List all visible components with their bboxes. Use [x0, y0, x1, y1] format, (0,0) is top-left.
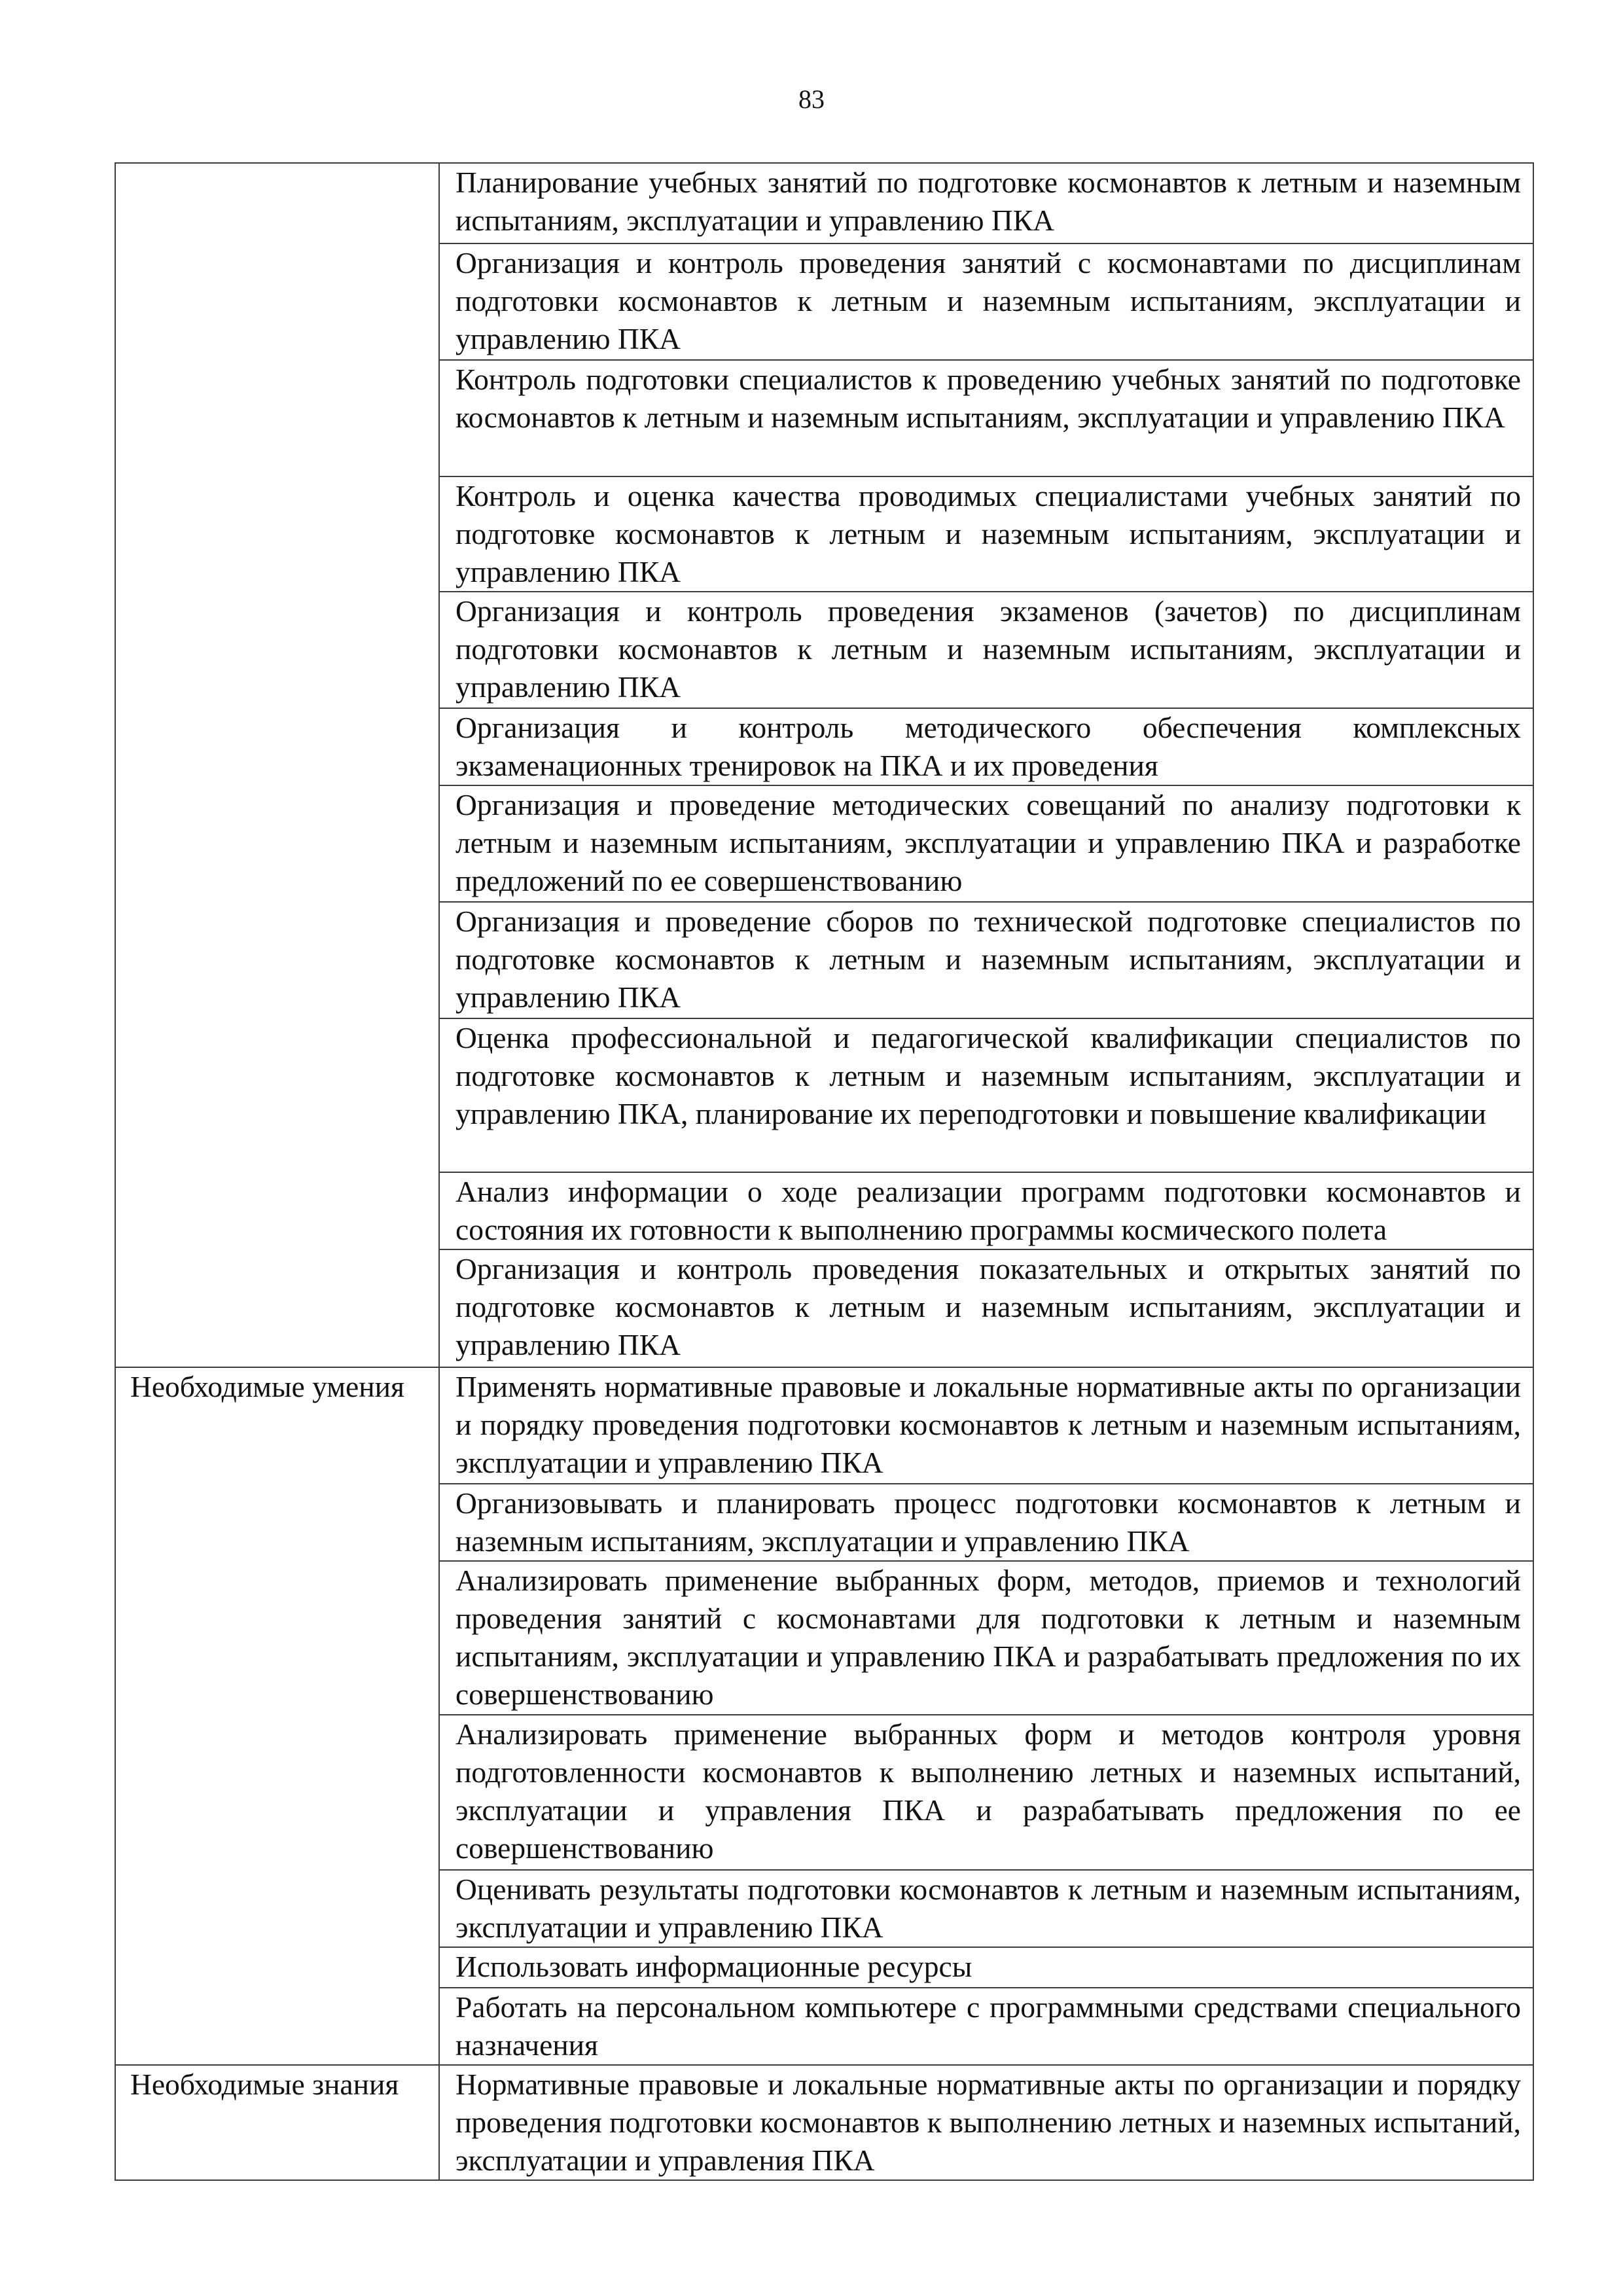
page-number: 83 — [798, 84, 825, 114]
section-label: Необходимые знания — [115, 2065, 439, 2180]
table-cell: Анализировать применение выбранных форм и методов контроля уровня подготовленности космонавтов к выполнению летных и наземных испытаний, эксплуатации и управления ПКА и разрабатывать предложения по ее совершенствованию — [439, 1715, 1533, 1870]
table-row — [115, 163, 1533, 243]
table-cell: Использовать информационные ресурсы — [439, 1947, 1533, 1988]
table-cell: Контроль и оценка качества проводимых специалистами учебных занятий по подготовке космонавтов к летным и наземным испытаниям, эксплуатации и управлению ПКА — [439, 476, 1533, 592]
table-cell: Организация и проведение сборов по технической подготовке специалистов по подготовке космонавтов к летным и наземным испытаниям, эксплуатации и управлению ПКА — [439, 902, 1533, 1018]
table-cell: Организовывать и планировать процесс подготовки космонавтов к летным и наземным испытаниям, эксплуатации и управлению ПКА — [439, 1484, 1533, 1561]
table-cell: Оценка профессиональной и педагогической квалификации специалистов по подготовке космонавтов к летным и наземным испытаниям, эксплуатации и управлению ПКА, планирование их переподготовки и повышение квалификации — [439, 1018, 1533, 1172]
table-cell: Анализировать применение выбранных форм, методов, приемов и технологий проведения занятий с космонавтами для подготовки к летным и наземным испытаниям, эксплуатации и управлению ПКА и разрабатывать предложения по их совершенствованию — [439, 1561, 1533, 1715]
table-cell: Контроль подготовки специалистов к проведению учебных занятий по подготовке космонавтов к летным и наземным испытаниям, эксплуатации и управлению ПКА — [439, 360, 1533, 476]
table-row — [115, 2065, 1533, 2180]
table-row — [115, 1367, 1533, 1484]
table-cell: Организация и контроль проведения экзаменов (зачетов) по дисциплинам подготовки космонавтов к летным и наземным испытаниям, эксплуатации и управлению ПКА — [439, 592, 1533, 708]
table-cell: Организация и контроль проведения показательных и открытых занятий по подготовке космонавтов к летным и наземным испытаниям, эксплуатации и управлению ПКА — [439, 1249, 1533, 1367]
table-cell: Оценивать результаты подготовки космонавтов к летным и наземным испытаниям, эксплуатации и управлению ПКА — [439, 1870, 1533, 1947]
section-label: Необходимые умения — [115, 1367, 439, 2065]
table-cell: Организация и контроль методического обеспечения комплексных экзаменационных тренировок на ПКА и их проведения — [439, 708, 1533, 785]
table-cell: Работать на персональном компьютере с программными средствами специального назначения — [439, 1988, 1533, 2065]
requirements-table — [115, 162, 1534, 2181]
table-cell: Анализ информации о ходе реализации программ подготовки космонавтов и состояния их готовности к выполнению программы космического полета — [439, 1172, 1533, 1249]
table-cell: Организация и проведение методических совещаний по анализу подготовки к летным и наземным испытаниям, эксплуатации и управлению ПКА и разработке предложений по ее совершенствованию — [439, 785, 1533, 902]
table-cell: Планирование учебных занятий по подготовке космонавтов к летным и наземным испытаниям, эксплуатации и управлению ПКА — [439, 163, 1533, 243]
table-cell: Нормативные правовые и локальные нормативные акты по организации и порядку проведения подготовки космонавтов к выполнению летных и наземных испытаний, эксплуатации и управления ПКА — [439, 2065, 1533, 2180]
section-label — [115, 163, 439, 1367]
table-cell: Применять нормативные правовые и локальные нормативные акты по организации и порядку проведения подготовки космонавтов к летным и наземным испытаниям, эксплуатации и управлению ПКА — [439, 1367, 1533, 1484]
table-cell: Организация и контроль проведения занятий с космонавтами по дисциплинам подготовки космонавтов к летным и наземным испытаниям, эксплуатации и управлению ПКА — [439, 243, 1533, 360]
